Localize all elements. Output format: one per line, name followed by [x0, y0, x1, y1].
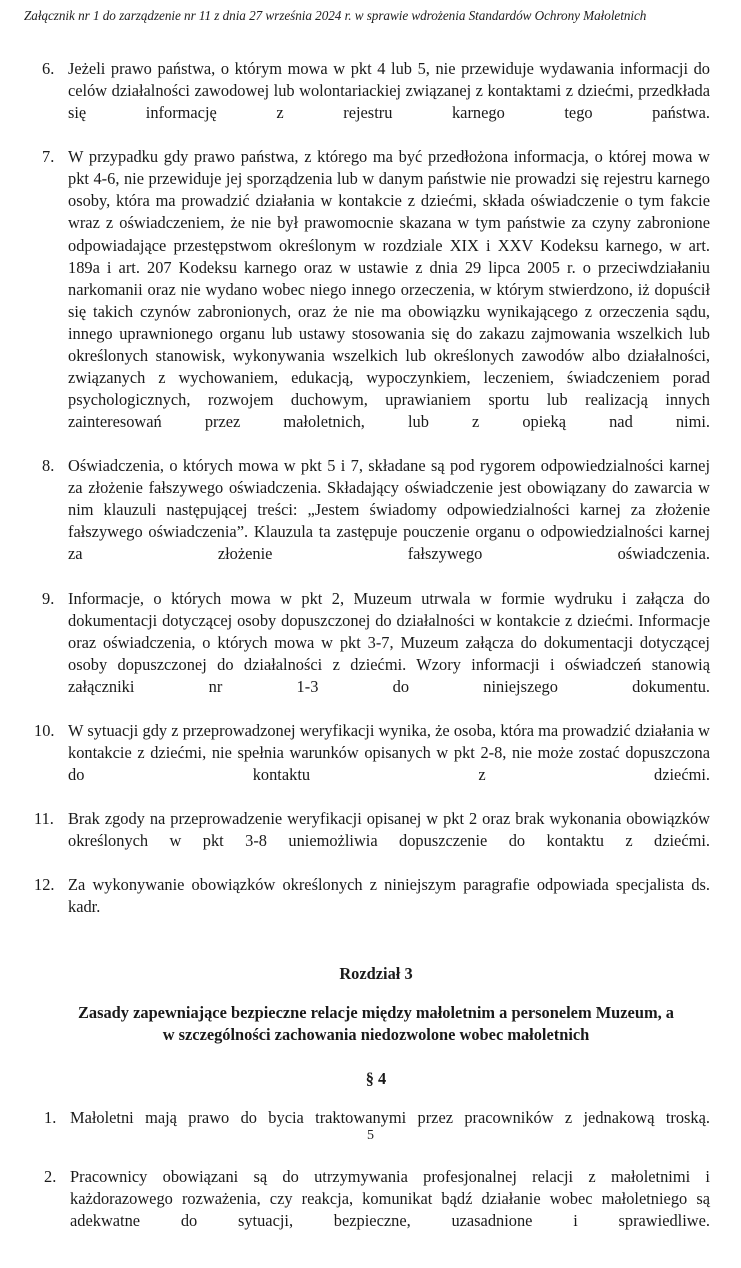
list-item	[34, 874, 710, 940]
main-numbered-list	[34, 58, 710, 941]
list-item-marker: 1.	[44, 1108, 57, 1128]
list-item-marker: 10.	[34, 720, 55, 740]
list-item-marker: 9.	[42, 588, 55, 608]
paragraph-symbol-heading: § 4	[365, 1069, 387, 1089]
list-item-marker: 6.	[42, 59, 55, 78]
list-item-text: Pracownicy obowiązani są do utrzymywania profesjonalnej relacji z małoletnimi i każdorazowego rozważenia, czy reakcja, komunikat bądź działanie wobec małoletniego są adekwatne do sytuacji, bezpieczne, uzasadnione i sprawiedliwe.	[70, 1166, 710, 1230]
chapter-title: Rozdział 3	[339, 963, 413, 983]
list-item	[42, 455, 710, 587]
list-item-text: Jeżeli prawo państwa, o którym mowa w pkt 4 lub 5, nie przewiduje wydawania informacji do celów działalności zawodowej lub wolontariackiej związanej z kontaktami z dziećmi, przedkłada się informację z rejestru karnego tego państwa.	[68, 59, 710, 123]
list-item-marker: 7.	[42, 147, 55, 167]
list-item	[44, 1166, 710, 1254]
list-item	[34, 720, 710, 808]
chapter-subtitle: Zasady zapewniające bezpieczne relacje między małoletnim a personelem Muzeum, a w szczególności zachowania niedozwolone wobec małoletnich	[77, 1002, 674, 1044]
list-item-marker: 8.	[42, 456, 55, 476]
document-header-note: Załącznik nr 1 do zarządzenie nr 11 z dnia 27 września 2024 r. w sprawie wdrożenia Standardów Ochrony Małoletnich	[24, 8, 647, 23]
list-item-marker: 11.	[34, 809, 54, 829]
list-item-text: Brak zgody na przeprowadzenie weryfikacji opisanej w pkt 2 oraz brak wykonania obowiązków określonych w pkt 3-8 uniemożliwia dopuszczenie do kontaktu z dziećmi.	[68, 809, 710, 851]
list-item	[42, 58, 710, 146]
list-item-text: Informacje, o których mowa w pkt 2, Muzeum utrwala w formie wydruku i załącza do dokumentacji dotyczącej osoby dopuszczonej do działalności w kontakcie z dziećmi. Informacje oraz oświadczenia, o których mowa w pkt 3-7, Muzeum załącza do dokumentacji dotyczącej osoby dopuszczonej do działalności z dziećmi. Wzory informacji i oświadczeń stanowią załączniki nr 1-3 do niniejszego dokumentu.	[68, 588, 710, 696]
page-number: 5	[367, 1128, 374, 1143]
list-item	[34, 808, 710, 874]
list-item-text: Za wykonywanie obowiązków określonych z niniejszym paragrafie odpowiada specjalista ds. kadr.	[68, 875, 710, 917]
list-item	[42, 146, 710, 455]
list-item-text: Oświadczenia, o których mowa w pkt 5 i 7, składane są pod rygorem odpowiedzialności karnej za złożenie fałszywego oświadczenia. Składający oświadczenie jest obowiązany do zawarcia w nim klauzuli następującej treści: „Jestem świadomy odpowiedzialności karnej za złożenie fałszywego oświadczenia”. Klauzula ta zastępuje pouczenie organu o odpowiedzialności karnej za złożenie fałszywego oświadczenia.	[68, 456, 710, 564]
list-item-marker: 2.	[44, 1166, 57, 1186]
list-item-marker: 12.	[34, 875, 55, 895]
list-item-text: Małoletni mają prawo do bycia traktowanymi przez pracowników z jednakową troską.	[70, 1108, 710, 1128]
list-item	[42, 588, 710, 720]
list-item-text: W sytuacji gdy z przeprowadzonej weryfikacji wynika, że osoba, która ma prowadzić działania w kontakcie z dziećmi, nie spełnia warunków opisanych w pkt 2-8, nie może zostać dopuszczona do kontaktu z dziećmi.	[68, 720, 710, 784]
document-body	[34, 58, 710, 1268]
list-item-text: W przypadku gdy prawo państwa, z którego ma być przedłożona informacja, o której mowa w pkt 4-6, nie przewiduje jej sporządzenia lub w danym państwie nie prowadzi się rejestru karnego osoby, która ma prowadzić działania w kontakcie z dziećmi, składa oświadczenie o tym fakcie wraz z oświadczeniem, że nie był prawomocnie skazana w tym państwie za czyny zabronione odpowiadające przestępstwom określonym w rozdziale XIX i XXV Kodeksu karnego, w art. 189a i art. 207 Kodeksu karnego oraz w ustawie z dnia 29 lipca 2005 r. o przeciwdziałaniu narkomanii oraz nie wydano wobec niego innego orzeczenia, w którym stwierdzono, iż dopuścił się takich czynów zabronionych, oraz że nie ma obowiązku wynikającego z orzeczenia sądu, innego uprawnionego organu lub ustawy stosowania się do zakazu zajmowania wszelkich lub określonych stanowisk, wykonywania wszelkich lub określonych zawodów albo działalności, związanych z wychowaniem, edukacją, wypoczynkiem, leczeniem, świadczeniem porad psychologicznych, rozwojem duchowym, uprawianiem sportu lub realizacją innych zainteresowań przez małoletnich, lub z opieką nad nimi.	[68, 147, 710, 431]
